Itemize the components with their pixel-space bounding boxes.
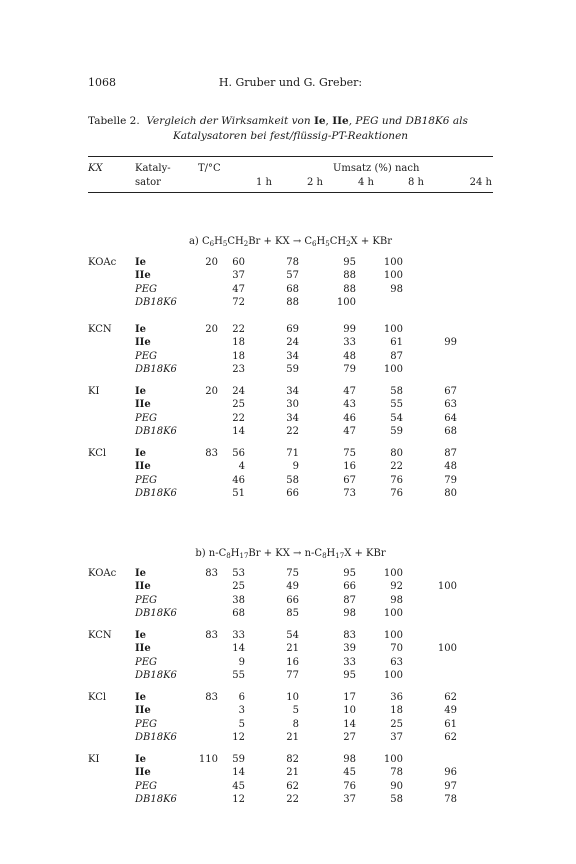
conversion-value: 46 bbox=[232, 474, 245, 486]
table-header-rule bbox=[88, 192, 493, 193]
conversion-value: 62 bbox=[286, 780, 299, 792]
catalyst-label: PEG bbox=[135, 780, 158, 792]
table-caption bbox=[88, 114, 493, 144]
conversion-value: 100 bbox=[383, 607, 403, 619]
conversion-value: 76 bbox=[343, 780, 356, 792]
conversion-value: 55 bbox=[232, 669, 245, 681]
conversion-value: 39 bbox=[343, 643, 356, 655]
conversion-value: 54 bbox=[390, 412, 403, 424]
equation-text: H bbox=[214, 236, 223, 247]
catalyst-label: DB18K6 bbox=[135, 296, 177, 308]
conversion-value: 8 bbox=[292, 718, 299, 730]
conversion-value: 46 bbox=[343, 412, 356, 424]
conversion-value: 70 bbox=[390, 643, 403, 655]
catalyst-label: PEG bbox=[135, 283, 158, 295]
catalyst-label: Ie bbox=[135, 692, 147, 703]
conversion-value: 58 bbox=[390, 793, 403, 805]
conversion-value: 30 bbox=[286, 399, 299, 411]
salt-label: KI bbox=[88, 386, 100, 397]
catalyst-label: Ie bbox=[135, 630, 147, 641]
catalyst-label: IIe bbox=[135, 337, 151, 349]
conversion-value: 98 bbox=[390, 594, 403, 606]
col-8h: 8 h bbox=[408, 177, 424, 188]
conversion-value: 51 bbox=[232, 487, 245, 499]
caption-line-1 bbox=[88, 114, 493, 129]
conversion-value: 100 bbox=[437, 581, 457, 593]
conversion-value: 22 bbox=[390, 461, 403, 473]
conversion-value: 100 bbox=[383, 568, 403, 579]
conversion-value: 88 bbox=[343, 283, 356, 295]
equation-text: X + KBr bbox=[344, 548, 386, 559]
conversion-value: 14 bbox=[232, 425, 245, 437]
catalyst-label: Ie bbox=[135, 257, 147, 268]
conversion-value: 14 bbox=[232, 643, 245, 655]
conversion-value: 22 bbox=[232, 412, 245, 424]
conversion-value: 87 bbox=[343, 594, 356, 606]
conversion-value: 10 bbox=[343, 705, 356, 717]
conversion-value: 88 bbox=[286, 296, 299, 308]
conversion-value: 66 bbox=[286, 487, 299, 499]
conversion-value: 33 bbox=[343, 656, 356, 668]
conversion-value: 21 bbox=[286, 643, 299, 655]
conversion-value: 49 bbox=[444, 705, 457, 717]
conversion-value: 54 bbox=[286, 630, 299, 641]
conversion-value: 21 bbox=[286, 767, 299, 779]
equation-text: a) C bbox=[188, 236, 210, 247]
conversion-value: 76 bbox=[390, 474, 403, 486]
conversion-value: 58 bbox=[286, 474, 299, 486]
catalyst-label: Ie bbox=[135, 324, 147, 335]
conversion-value: 60 bbox=[232, 257, 245, 268]
conversion-value: 100 bbox=[383, 363, 403, 375]
catalyst-label: IIe bbox=[135, 270, 151, 282]
conversion-value: 58 bbox=[390, 386, 403, 397]
temperature-value: 110 bbox=[198, 754, 218, 765]
running-authors: H. Gruber und G. Greber: bbox=[218, 76, 363, 89]
catalyst-label: DB18K6 bbox=[135, 669, 177, 681]
conversion-value: 76 bbox=[390, 487, 403, 499]
conversion-value: 100 bbox=[383, 257, 403, 268]
catalyst-label: PEG bbox=[135, 718, 158, 730]
conversion-value: 59 bbox=[286, 363, 299, 375]
conversion-value: 48 bbox=[444, 461, 457, 473]
conversion-value: 34 bbox=[286, 350, 299, 362]
conversion-value: 100 bbox=[437, 643, 457, 655]
catalyst-label: IIe bbox=[135, 767, 151, 779]
temperature-value: 20 bbox=[205, 257, 218, 268]
conversion-value: 96 bbox=[444, 767, 457, 779]
catalyst-label: Ie bbox=[135, 386, 147, 397]
conversion-value: 79 bbox=[444, 474, 457, 486]
conversion-value: 100 bbox=[383, 669, 403, 681]
catalyst-label: IIe bbox=[135, 705, 151, 717]
conversion-value: 72 bbox=[232, 296, 245, 308]
conversion-value: 83 bbox=[343, 630, 356, 641]
equation-text: H bbox=[316, 236, 326, 247]
page-number: 1068 bbox=[88, 76, 116, 89]
salt-label: KOAc bbox=[88, 568, 117, 579]
conversion-value: 66 bbox=[343, 581, 356, 593]
conversion-value: 87 bbox=[390, 350, 403, 362]
conversion-value: 68 bbox=[232, 607, 245, 619]
conversion-value: 45 bbox=[343, 767, 356, 779]
equation-subscript: 8 bbox=[322, 552, 327, 560]
equation-text: X + KBr bbox=[350, 236, 393, 247]
conversion-value: 36 bbox=[390, 692, 403, 703]
conversion-value: 95 bbox=[343, 568, 356, 579]
conversion-value: 82 bbox=[286, 754, 299, 765]
conversion-value: 23 bbox=[232, 363, 245, 375]
conversion-value: 12 bbox=[232, 731, 245, 743]
conversion-value: 57 bbox=[286, 270, 299, 282]
conversion-value: 85 bbox=[286, 607, 299, 619]
col-kx: KX bbox=[88, 163, 103, 174]
equation-subscript: 17 bbox=[335, 552, 345, 560]
temperature-value: 20 bbox=[205, 324, 218, 335]
equation-text: b) n-C bbox=[195, 548, 227, 559]
conversion-value: 4 bbox=[238, 461, 245, 473]
conversion-value: 98 bbox=[390, 283, 403, 295]
equation-subscript: 5 bbox=[222, 240, 228, 248]
equation-text: Br + KX → C bbox=[248, 236, 313, 247]
equation-subscript: 5 bbox=[325, 240, 330, 248]
conversion-value: 99 bbox=[343, 324, 356, 335]
col-4h: 4 h bbox=[358, 177, 374, 188]
conversion-value: 62 bbox=[444, 692, 457, 703]
caption-cat-ie: Ie bbox=[313, 115, 326, 127]
conversion-value: 9 bbox=[238, 656, 245, 668]
temperature-value: 83 bbox=[205, 448, 218, 459]
conversion-value: 78 bbox=[286, 257, 299, 268]
caption-line-2: Katalysatoren bei fest/flüssig-PT-Reaktionen bbox=[172, 130, 409, 142]
conversion-value: 98 bbox=[343, 754, 356, 765]
conversion-value: 48 bbox=[343, 350, 356, 362]
conversion-value: 24 bbox=[232, 386, 245, 397]
conversion-value: 90 bbox=[390, 780, 403, 792]
conversion-value: 62 bbox=[444, 731, 457, 743]
equation-text: H bbox=[230, 548, 240, 559]
catalyst-label: DB18K6 bbox=[135, 731, 177, 743]
conversion-value: 78 bbox=[390, 767, 403, 779]
catalyst-label: IIe bbox=[135, 461, 151, 473]
conversion-value: 27 bbox=[343, 731, 356, 743]
conversion-value: 14 bbox=[232, 767, 245, 779]
conversion-value: 100 bbox=[336, 296, 356, 308]
conversion-value: 10 bbox=[286, 692, 299, 703]
equation-text: H bbox=[326, 548, 336, 559]
conversion-value: 92 bbox=[390, 581, 403, 593]
conversion-value: 59 bbox=[232, 754, 245, 765]
caption-label: Tabelle 2. bbox=[88, 115, 140, 127]
equation-subscript: 17 bbox=[239, 552, 249, 560]
conversion-value: 100 bbox=[383, 270, 403, 282]
salt-label: KCN bbox=[88, 324, 112, 335]
caption-text-2: , PEG und DB18K6 als bbox=[348, 115, 468, 127]
conversion-value: 99 bbox=[444, 337, 457, 349]
conversion-value: 37 bbox=[232, 270, 245, 282]
conversion-value: 69 bbox=[286, 324, 299, 335]
catalyst-label: DB18K6 bbox=[135, 363, 177, 375]
catalyst-label: Ie bbox=[135, 448, 147, 459]
conversion-value: 18 bbox=[390, 705, 403, 717]
conversion-value: 24 bbox=[286, 337, 299, 349]
conversion-value: 100 bbox=[383, 754, 403, 765]
catalyst-label: IIe bbox=[135, 643, 151, 655]
conversion-value: 98 bbox=[343, 607, 356, 619]
equation-subscript: 6 bbox=[209, 240, 215, 248]
conversion-value: 61 bbox=[444, 718, 457, 730]
conversion-value: 17 bbox=[343, 692, 356, 703]
conversion-value: 61 bbox=[390, 337, 403, 349]
conversion-value: 100 bbox=[383, 630, 403, 641]
conversion-value: 14 bbox=[343, 718, 356, 730]
conversion-value: 80 bbox=[444, 487, 457, 499]
conversion-value: 5 bbox=[292, 705, 299, 717]
conversion-value: 71 bbox=[286, 448, 299, 459]
conversion-value: 18 bbox=[232, 350, 245, 362]
reaction-equation bbox=[88, 548, 493, 559]
conversion-value: 59 bbox=[390, 425, 403, 437]
col-temp: T/°C bbox=[198, 163, 221, 174]
catalyst-label: PEG bbox=[135, 412, 158, 424]
conversion-value: 22 bbox=[232, 324, 245, 335]
conversion-value: 79 bbox=[343, 363, 356, 375]
conversion-value: 43 bbox=[343, 399, 356, 411]
conversion-value: 47 bbox=[343, 386, 356, 397]
catalyst-label: IIe bbox=[135, 399, 151, 411]
temperature-value: 83 bbox=[205, 630, 218, 641]
caption-sep: , bbox=[325, 115, 329, 127]
conversion-value: 67 bbox=[444, 386, 457, 397]
conversion-value: 37 bbox=[343, 793, 356, 805]
catalyst-label: Ie bbox=[135, 568, 147, 579]
conversion-value: 67 bbox=[343, 474, 356, 486]
conversion-value: 22 bbox=[286, 793, 299, 805]
catalyst-label: PEG bbox=[135, 656, 158, 668]
col-24h: 24 h bbox=[469, 177, 492, 188]
conversion-value: 64 bbox=[444, 412, 457, 424]
catalyst-label: DB18K6 bbox=[135, 793, 177, 805]
conversion-value: 12 bbox=[232, 793, 245, 805]
equation-subscript: 8 bbox=[226, 552, 231, 560]
catalyst-label: DB18K6 bbox=[135, 607, 177, 619]
conversion-value: 33 bbox=[232, 630, 245, 641]
salt-label: KCl bbox=[88, 692, 107, 703]
conversion-value: 88 bbox=[343, 270, 356, 282]
conversion-value: 34 bbox=[286, 412, 299, 424]
conversion-value: 95 bbox=[343, 669, 356, 681]
col-kataly-1: Kataly- bbox=[135, 163, 171, 174]
equation-text: CH bbox=[227, 236, 244, 247]
conversion-value: 5 bbox=[238, 718, 245, 730]
temperature-value: 20 bbox=[205, 386, 218, 397]
equation-subscript: 6 bbox=[312, 240, 317, 248]
salt-label: KI bbox=[88, 754, 100, 765]
catalyst-label: DB18K6 bbox=[135, 425, 177, 437]
catalyst-label: Ie bbox=[135, 754, 147, 765]
conversion-value: 3 bbox=[238, 705, 245, 717]
conversion-value: 78 bbox=[444, 793, 457, 805]
conversion-value: 9 bbox=[292, 461, 299, 473]
conversion-value: 22 bbox=[286, 425, 299, 437]
conversion-value: 75 bbox=[286, 568, 299, 579]
conversion-value: 95 bbox=[343, 257, 356, 268]
col-1h: 1 h bbox=[256, 177, 272, 188]
conversion-value: 21 bbox=[286, 731, 299, 743]
conversion-value: 77 bbox=[286, 669, 299, 681]
catalyst-label: PEG bbox=[135, 350, 158, 362]
conversion-value: 53 bbox=[232, 568, 245, 579]
conversion-value: 56 bbox=[232, 448, 245, 459]
caption-cat-iie: IIe bbox=[332, 115, 349, 127]
equation-text: CH bbox=[329, 236, 347, 247]
equation-text: Br + KX → n-C bbox=[248, 548, 323, 559]
conversion-value: 47 bbox=[343, 425, 356, 437]
conversion-value: 47 bbox=[232, 283, 245, 295]
conversion-value: 25 bbox=[390, 718, 403, 730]
conversion-value: 97 bbox=[444, 780, 457, 792]
salt-label: KCN bbox=[88, 630, 112, 641]
col-umsatz: Umsatz (%) nach bbox=[333, 163, 420, 174]
catalyst-label: DB18K6 bbox=[135, 487, 177, 499]
conversion-value: 18 bbox=[232, 337, 245, 349]
conversion-value: 38 bbox=[232, 594, 245, 606]
conversion-value: 6 bbox=[238, 692, 245, 703]
table-top-rule bbox=[88, 156, 493, 157]
conversion-value: 100 bbox=[383, 324, 403, 335]
temperature-value: 83 bbox=[205, 568, 218, 579]
col-kataly-2: sator bbox=[135, 177, 161, 188]
conversion-value: 87 bbox=[444, 448, 457, 459]
conversion-value: 33 bbox=[343, 337, 356, 349]
conversion-value: 16 bbox=[343, 461, 356, 473]
temperature-value: 83 bbox=[205, 692, 218, 703]
catalyst-label: PEG bbox=[135, 594, 158, 606]
conversion-value: 75 bbox=[343, 448, 356, 459]
conversion-value: 45 bbox=[232, 780, 245, 792]
caption-text-1: Vergleich der Wirksamkeit von bbox=[146, 115, 311, 127]
conversion-value: 63 bbox=[444, 399, 457, 411]
col-2h: 2 h bbox=[307, 177, 323, 188]
catalyst-label: PEG bbox=[135, 474, 158, 486]
reaction-equation bbox=[88, 236, 493, 247]
conversion-value: 25 bbox=[232, 399, 245, 411]
equation-subscript: 2 bbox=[346, 240, 351, 248]
conversion-value: 34 bbox=[286, 386, 299, 397]
conversion-value: 63 bbox=[390, 656, 403, 668]
conversion-value: 73 bbox=[343, 487, 356, 499]
salt-label: KOAc bbox=[88, 257, 117, 268]
conversion-value: 66 bbox=[286, 594, 299, 606]
conversion-value: 55 bbox=[390, 399, 403, 411]
conversion-value: 49 bbox=[286, 581, 299, 593]
conversion-value: 68 bbox=[444, 425, 457, 437]
conversion-value: 68 bbox=[286, 283, 299, 295]
conversion-value: 37 bbox=[390, 731, 403, 743]
salt-label: KCl bbox=[88, 448, 107, 459]
equation-subscript: 2 bbox=[243, 240, 249, 248]
conversion-value: 25 bbox=[232, 581, 245, 593]
conversion-value: 80 bbox=[390, 448, 403, 459]
conversion-value: 16 bbox=[286, 656, 299, 668]
catalyst-label: IIe bbox=[135, 581, 151, 593]
